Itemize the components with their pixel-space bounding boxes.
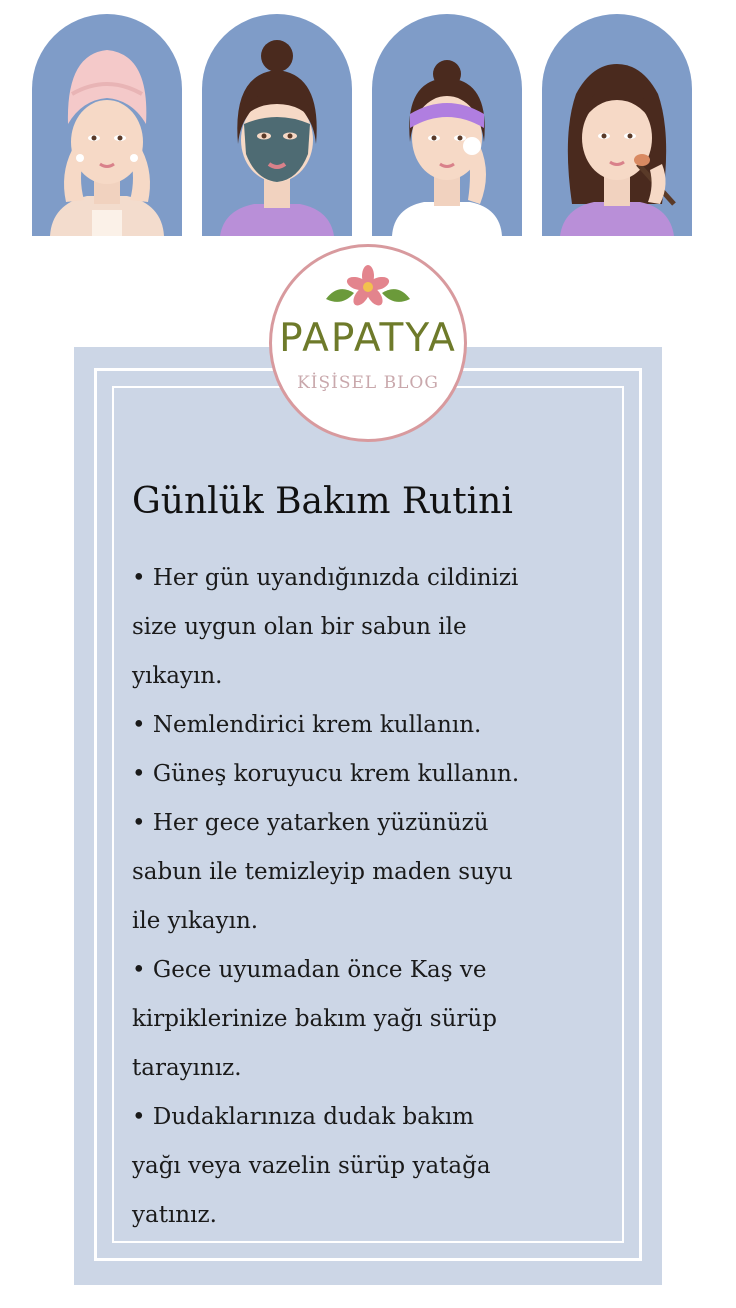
routine-line: • Güneş koruyucu krem kullanın. [132, 761, 520, 787]
routine-line: • Gece uyumadan önce Kaş ve [132, 957, 487, 983]
routine-line: yağı veya vazelin sürüp yatağa [132, 1153, 491, 1179]
routine-list [132, 554, 632, 1240]
woman-applying-makeup-brush-icon [542, 14, 692, 236]
page-title: Günlük Bakım Rutini [132, 481, 513, 522]
woman-with-face-mask-icon [202, 14, 352, 236]
blog-logo [269, 244, 467, 442]
routine-line: size uygun olan bir sabun ile [132, 614, 467, 640]
woman-with-cotton-pad-icon [372, 14, 522, 236]
routine-line: tarayınız. [132, 1055, 242, 1081]
routine-line: ile yıkayın. [132, 908, 259, 934]
logo-subtitle: KİŞİSEL BLOG [297, 373, 439, 393]
routine-line: yatınız. [132, 1202, 217, 1228]
routine-line: kirpiklerinize bakım yağı sürüp [132, 1006, 497, 1032]
logo-title: PAPATYA [279, 316, 457, 361]
routine-line: • Dudaklarınıza dudak bakım [132, 1104, 474, 1130]
routine-line: yıkayın. [132, 663, 223, 689]
routine-line: • Her gün uyandığınızda cildinizi [132, 565, 519, 591]
routine-line: sabun ile temizleyip maden suyu [132, 859, 513, 885]
illustration-row [32, 14, 692, 236]
routine-line: • Her gece yatarken yüzünüzü [132, 810, 489, 836]
routine-line: • Nemlendirici krem kullanın. [132, 712, 482, 738]
woman-washing-face-icon [32, 14, 182, 236]
